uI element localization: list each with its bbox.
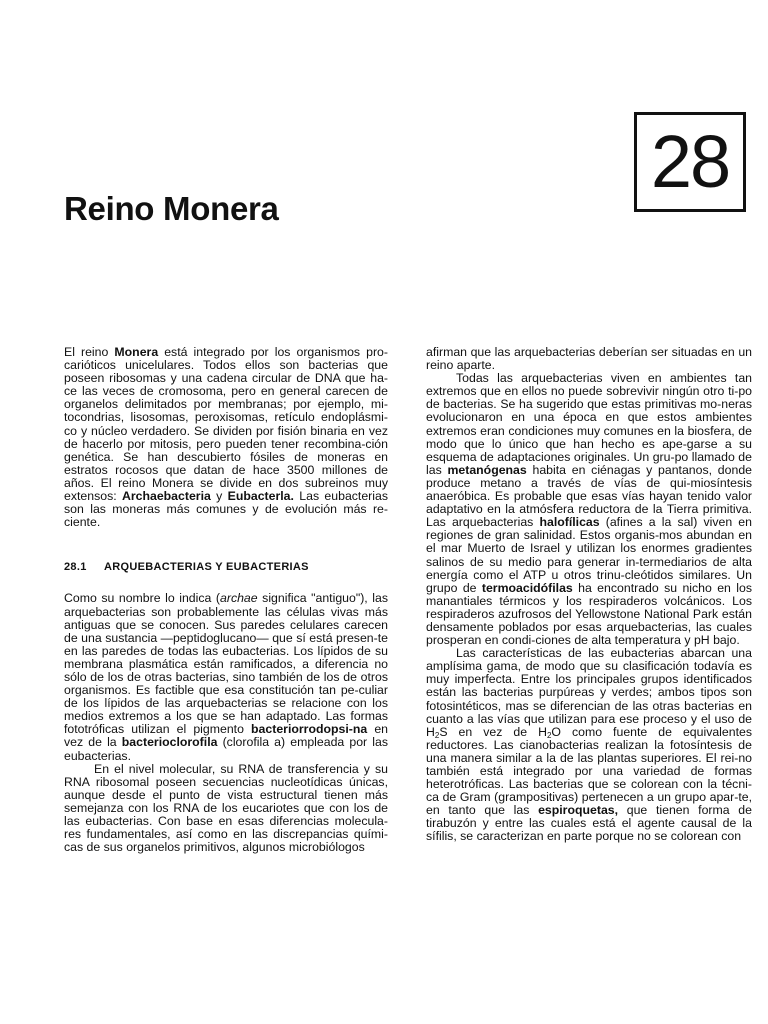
text-run: O como fuente de equivalentes reductores. Las cianobacterias realizan la fotosíntesis de una manera similar a la de las plantas superiores. El rei-no también está integrado por una variedad de formas heterotróficas. Las bacterias que se colorean con la técni-ca de Gram (grampositivas) pertenecen a un grupo apar-te, en tanto que las bbox=[426, 724, 752, 818]
bold-term: Archaebacteria bbox=[121, 489, 211, 504]
text-run: Las características de las eubacterias abarcan una amplísima gama, de modo que su clasificación todavía es muy imperfecta. Entre los principales grupos identificados están las bacterias purpúreas y verdes; ambos tipos son fotosintéticos, mas se diferencian de las otras bacterias en cuanto a las vías que utilizan para ese proceso y el uso de H bbox=[426, 646, 752, 739]
continuation-paragraph bbox=[426, 346, 752, 372]
text-run: Las eubacterias son las moneras más comunes y de evolución más re-ciente. bbox=[64, 489, 388, 530]
bold-term: bacterioclorofila bbox=[121, 735, 218, 750]
text-run: En el nivel molecular, su RNA de transferencia y su RNA ribosomal poseen secuencias nucleotídicas únicas, aunque desde el punto de vista estructural tienen más semejanza con los RNA de los eucariotes que con los de las eubacterias. Con base en esas diferencias molecula-res fundamentales, así como en las discrepancias quími-cas de sus organelos primitivos, algunos microbiólogos bbox=[64, 761, 388, 855]
section-heading bbox=[64, 561, 388, 574]
subscript: 2 bbox=[546, 730, 552, 740]
text-run: en vez de la bbox=[64, 722, 388, 750]
intro-paragraph bbox=[64, 346, 388, 529]
text-run: S en vez de H bbox=[439, 724, 547, 739]
bold-term: metanógenas bbox=[447, 462, 527, 477]
bold-term: espiroquetas, bbox=[538, 803, 619, 818]
text-run: afirman que las arquebacterias deberían ser situadas en un reino aparte. bbox=[426, 345, 752, 373]
section-title: ARQUEBACTERIAS Y EUBACTERIAS bbox=[104, 561, 309, 574]
text-run: Como su nombre lo indica ( bbox=[64, 591, 221, 606]
text-run: ha encontrado su nicho en los manantiales térmicos y los respiraderos volcánicos. Los respiraderos azufrosos del Yellowstone National Park están densamente poblados por esas arquebacterias, las cuales prosperan en condi-ciones de alta temperatura y pH bajo. bbox=[426, 580, 752, 648]
text-run: habita en ciénagas y pantanos, donde produce metano a través de vías de qui-miosíntesis anaeróbica. Es probable que esas vías hayan tenido valor adaptativo en la atmósfera reductora de la Tierra primitiva. Las arquebacterias bbox=[426, 462, 752, 530]
bold-term: bacteriorrodopsi-na bbox=[251, 722, 368, 737]
section-number: 28.1 bbox=[64, 561, 87, 574]
chapter-title: Reino Monera bbox=[64, 190, 279, 227]
text-run: significa "antiguo"), las arquebacterias son probablemente las células vivas más antiguas que se conocen. Sus paredes celulares carecen de una sustancia —peptidoglucano— que sí está presen-te en las paredes de todas las eubacterias. Los lípidos de su membrana plasmática están ramificados, a diferencia no sólo de los de otras bacterias, sino también de los de otros organismos. Es factible que esa constitución tan pe-culiar de los lípidos de las arquebacterias se relacione con los medios extremos a los que se han adaptado. Las formas fototróficas utilizan el pigmento bbox=[64, 591, 388, 737]
text-run: (afines a la sal) viven en regiones de gran salinidad. Estos organis-mos abundan en el mar Muerto de Israel y utilizan los enormes gradientes salinos de su medio para generar in-termediarios de alta energía como el ATP u otros trinu-cleótidos similares. Un grupo de bbox=[426, 515, 752, 595]
chapter-number: 28 bbox=[650, 120, 730, 203]
left-column bbox=[64, 346, 388, 854]
bold-term: halofílicas bbox=[539, 515, 600, 530]
subscript: 2 bbox=[434, 730, 440, 740]
chapter-number-box bbox=[634, 112, 746, 212]
italic-term: archae bbox=[220, 591, 258, 606]
eubacteria-paragraph bbox=[426, 647, 752, 843]
text-run: El reino bbox=[64, 345, 115, 359]
archaebacteria-paragraph bbox=[64, 592, 388, 762]
bold-term: termoacidófilas bbox=[481, 580, 573, 595]
right-column bbox=[426, 346, 752, 844]
text-run: y bbox=[210, 489, 228, 504]
text-run: Todas las arquebacterias viven en ambientes tan extremos que en ellos no puede sobrevivir ningún otro ti-po de bacterias. Se ha sugerido que estas primitivas mo-neras evolucionaron en una época en que estos ambientes extremos eran condiciones muy comunes en la biosfera, de modo que lo único que han hecho es ape-garse a su esquema de adaptaciones originales. Un gru-po llamado de las bbox=[426, 371, 752, 477]
molecular-paragraph bbox=[64, 763, 388, 855]
text-run: (clorofila a) empleada por las eubacterias. bbox=[64, 735, 388, 763]
text-run: que tienen forma de tirabuzón y entre las cuales está el agente causal de la sífilis, se caracterizan en parte porque no se colorean con bbox=[426, 803, 752, 844]
bold-term: Monera bbox=[114, 345, 159, 359]
text-run: está integrado por los organismos pro-carióticos unicelulares. Todos ellos son bacterias que poseen ribosomas y una cadena circular de DNA que ha-ce las veces de cromosoma, pero en general carecen de organelos delimitados por membranas; por ejemplo, mi-tocondrias, lisosomas, peroxisomas, retículo endoplásmi-co y núcleo verdadero. Se dividen por fisión binaria en vez de hacerlo por mitosis, pero pueden tener recombina-ción genética. Se han descubierto fósiles de moneras en estratos rocosos que datan de hace 3500 millones de años. El reino Monera se divide en dos subreinos muy extensos: bbox=[64, 345, 388, 504]
bold-term: Eubacterla. bbox=[227, 489, 294, 504]
extreme-environments-paragraph bbox=[426, 372, 752, 647]
